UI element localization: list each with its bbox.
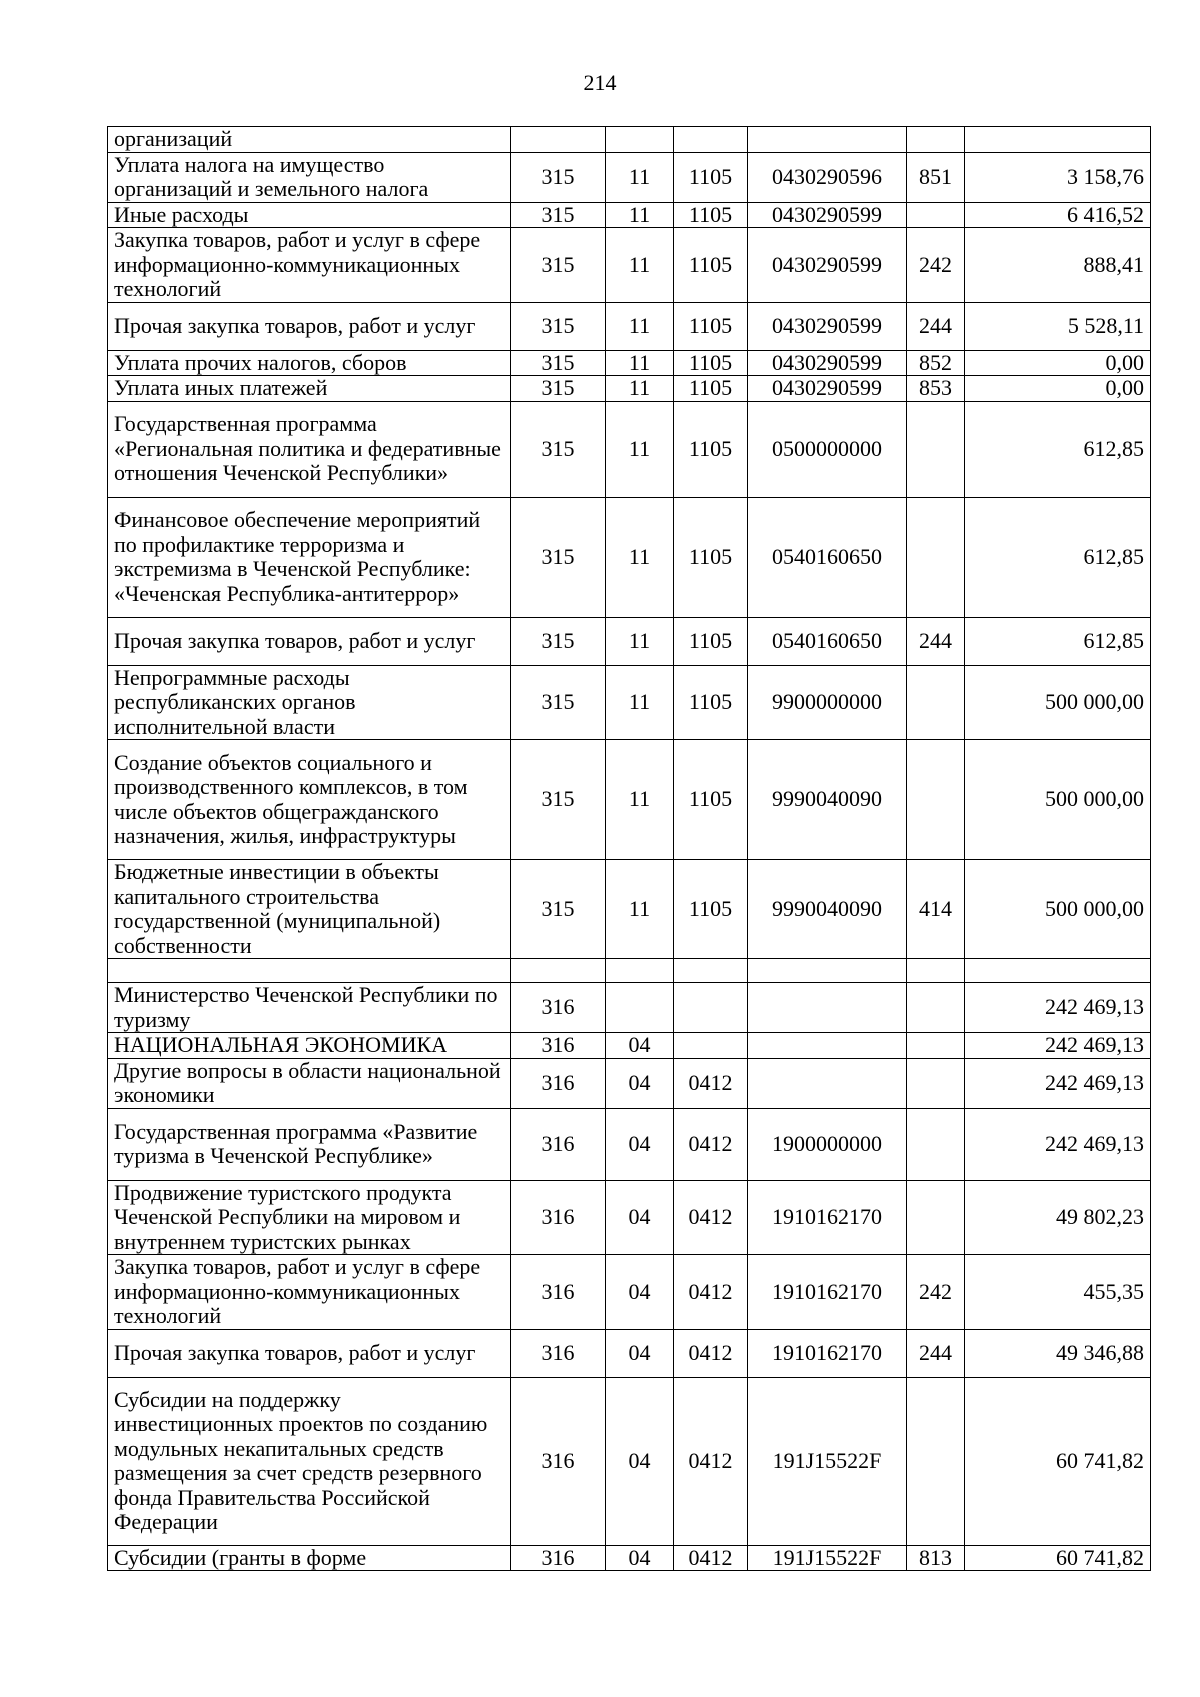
- cell-summa: 500 000,00: [965, 860, 1151, 959]
- cell-name: Создание объектов социального и производственного комплексов, в том числе объектов общегражданского назначения, жилья, инфраструктуры: [108, 740, 511, 860]
- cell-vid-rashodov: [907, 1058, 965, 1108]
- cell-name: Прочая закупка товаров, работ и услуг: [108, 617, 511, 665]
- cell-summa: 60 741,82: [965, 1545, 1151, 1571]
- cell-summa: 500 000,00: [965, 665, 1151, 740]
- cell-summa: 242 469,13: [965, 1108, 1151, 1180]
- cell-celevaya-statya: [748, 127, 907, 153]
- cell-summa: 60 741,82: [965, 1377, 1151, 1545]
- table-row: [108, 983, 1151, 1033]
- cell-razdel: 04: [606, 1255, 674, 1330]
- cell-razdel: 04: [606, 1180, 674, 1255]
- cell-vedomstvo: 315: [511, 350, 606, 376]
- cell-razdel: 11: [606, 617, 674, 665]
- cell-celevaya-statya: 0430290599: [748, 302, 907, 350]
- cell-celevaya-statya: 0540160650: [748, 617, 907, 665]
- cell-vedomstvo: 316: [511, 1108, 606, 1180]
- cell-summa: 3 158,76: [965, 152, 1151, 202]
- cell-vedomstvo: 316: [511, 1329, 606, 1377]
- cell-celevaya-statya: 0540160650: [748, 497, 907, 617]
- cell-razdel: 04: [606, 1377, 674, 1545]
- table-row: [108, 302, 1151, 350]
- cell-razdel: 11: [606, 376, 674, 402]
- cell-celevaya-statya: 1910162170: [748, 1180, 907, 1255]
- cell-vedomstvo: 315: [511, 617, 606, 665]
- cell-razdel: [606, 127, 674, 153]
- cell-summa: 49 346,88: [965, 1329, 1151, 1377]
- cell-razdel: 11: [606, 665, 674, 740]
- cell-vid-rashodov: 242: [907, 228, 965, 303]
- cell-podrazdel: 0412: [674, 1108, 748, 1180]
- cell-name: организаций: [108, 127, 511, 153]
- table-row: [108, 740, 1151, 860]
- table-row: [108, 1377, 1151, 1545]
- cell-name: Продвижение туристского продукта Чеченской Республики на мировом и внутреннем туристских рынках: [108, 1180, 511, 1255]
- cell-razdel: 04: [606, 1033, 674, 1059]
- cell-vedomstvo: [511, 127, 606, 153]
- cell-vedomstvo: 316: [511, 1545, 606, 1571]
- cell-podrazdel: 1105: [674, 740, 748, 860]
- cell-vid-rashodov: [907, 983, 965, 1033]
- cell-name: Прочая закупка товаров, работ и услуг: [108, 1329, 511, 1377]
- cell-vid-rashodov: 851: [907, 152, 965, 202]
- cell-celevaya-statya: 9900000000: [748, 665, 907, 740]
- cell-summa: 242 469,13: [965, 1058, 1151, 1108]
- cell-name: Уплата налога на имущество организаций и земельного налога: [108, 152, 511, 202]
- cell-vid-rashodov: [907, 202, 965, 228]
- table-row: [108, 497, 1151, 617]
- cell-vid-rashodov: 244: [907, 617, 965, 665]
- cell-celevaya-statya: 1910162170: [748, 1329, 907, 1377]
- cell-podrazdel: 1105: [674, 228, 748, 303]
- table-row: [108, 1545, 1151, 1571]
- cell-podrazdel: [674, 127, 748, 153]
- cell-razdel: 11: [606, 202, 674, 228]
- cell-summa: 500 000,00: [965, 740, 1151, 860]
- cell-vid-rashodov: 244: [907, 1329, 965, 1377]
- cell-summa: 49 802,23: [965, 1180, 1151, 1255]
- cell-vedomstvo: 315: [511, 228, 606, 303]
- cell-vedomstvo: 315: [511, 152, 606, 202]
- cell-summa: 612,85: [965, 617, 1151, 665]
- table-row: [108, 1108, 1151, 1180]
- cell-summa: 5 528,11: [965, 302, 1151, 350]
- cell-celevaya-statya: 0500000000: [748, 401, 907, 497]
- cell-summa: 0,00: [965, 350, 1151, 376]
- table-row: [108, 1058, 1151, 1108]
- table-row: [108, 152, 1151, 202]
- cell-vedomstvo: [511, 959, 606, 983]
- cell-vid-rashodov: [907, 665, 965, 740]
- table-row: [108, 665, 1151, 740]
- table-row: [108, 228, 1151, 303]
- cell-celevaya-statya: 9990040090: [748, 740, 907, 860]
- cell-name: [108, 959, 511, 983]
- cell-podrazdel: 0412: [674, 1255, 748, 1330]
- table-row: [108, 1180, 1151, 1255]
- cell-name: Другие вопросы в области национальной экономики: [108, 1058, 511, 1108]
- cell-podrazdel: 1105: [674, 401, 748, 497]
- cell-vedomstvo: 315: [511, 376, 606, 402]
- cell-summa: 0,00: [965, 376, 1151, 402]
- cell-razdel: 04: [606, 1329, 674, 1377]
- cell-celevaya-statya: 1900000000: [748, 1108, 907, 1180]
- cell-podrazdel: 1105: [674, 497, 748, 617]
- cell-celevaya-statya: 0430290599: [748, 228, 907, 303]
- table-row: [108, 127, 1151, 153]
- cell-celevaya-statya: [748, 1033, 907, 1059]
- cell-podrazdel: [674, 959, 748, 983]
- cell-vid-rashodov: 813: [907, 1545, 965, 1571]
- cell-vedomstvo: 316: [511, 983, 606, 1033]
- cell-celevaya-statya: 0430290596: [748, 152, 907, 202]
- cell-vid-rashodov: [907, 740, 965, 860]
- table-row: [108, 350, 1151, 376]
- cell-name: Субсидии (гранты в форме: [108, 1545, 511, 1571]
- cell-summa: 242 469,13: [965, 983, 1151, 1033]
- budget-table: [107, 126, 1151, 1571]
- cell-name: Бюджетные инвестиции в объекты капитального строительства государственной (муниципальной) собственности: [108, 860, 511, 959]
- cell-razdel: [606, 959, 674, 983]
- cell-name: Иные расходы: [108, 202, 511, 228]
- cell-podrazdel: 1105: [674, 202, 748, 228]
- cell-celevaya-statya: 0430290599: [748, 350, 907, 376]
- cell-summa: 612,85: [965, 497, 1151, 617]
- cell-vedomstvo: 315: [511, 665, 606, 740]
- table-row: [108, 202, 1151, 228]
- table-row: [108, 959, 1151, 983]
- cell-name: Уплата иных платежей: [108, 376, 511, 402]
- cell-podrazdel: 0412: [674, 1180, 748, 1255]
- cell-name: Государственная программа «Развитие туризма в Чеченской Республике»: [108, 1108, 511, 1180]
- cell-celevaya-statya: 9990040090: [748, 860, 907, 959]
- cell-vid-rashodov: [907, 959, 965, 983]
- cell-celevaya-statya: [748, 959, 907, 983]
- table-row: [108, 1033, 1151, 1059]
- cell-vid-rashodov: [907, 1033, 965, 1059]
- cell-podrazdel: 0412: [674, 1377, 748, 1545]
- cell-celevaya-statya: 1910162170: [748, 1255, 907, 1330]
- cell-vedomstvo: 315: [511, 302, 606, 350]
- cell-summa: 888,41: [965, 228, 1151, 303]
- table-row: [108, 860, 1151, 959]
- cell-name: Закупка товаров, работ и услуг в сфере информационно-коммуникационных технологий: [108, 1255, 511, 1330]
- cell-summa: 242 469,13: [965, 1033, 1151, 1059]
- cell-podrazdel: 1105: [674, 350, 748, 376]
- table-row: [108, 1329, 1151, 1377]
- cell-vedomstvo: 315: [511, 497, 606, 617]
- cell-summa: [965, 959, 1151, 983]
- cell-vid-rashodov: 414: [907, 860, 965, 959]
- cell-vid-rashodov: 852: [907, 350, 965, 376]
- table-row: [108, 376, 1151, 402]
- cell-name: Прочая закупка товаров, работ и услуг: [108, 302, 511, 350]
- cell-vedomstvo: 316: [511, 1377, 606, 1545]
- cell-name: НАЦИОНАЛЬНАЯ ЭКОНОМИКА: [108, 1033, 511, 1059]
- cell-celevaya-statya: 0430290599: [748, 376, 907, 402]
- cell-razdel: 11: [606, 302, 674, 350]
- cell-podrazdel: 0412: [674, 1545, 748, 1571]
- cell-vid-rashodov: [907, 127, 965, 153]
- cell-summa: [965, 127, 1151, 153]
- cell-name: Закупка товаров, работ и услуг в сфере информационно-коммуникационных технологий: [108, 228, 511, 303]
- cell-summa: 6 416,52: [965, 202, 1151, 228]
- cell-name: Государственная программа «Региональная политика и федеративные отношения Чеченской Республики»: [108, 401, 511, 497]
- cell-celevaya-statya: 0430290599: [748, 202, 907, 228]
- cell-vedomstvo: 315: [511, 860, 606, 959]
- cell-razdel: 11: [606, 740, 674, 860]
- cell-razdel: 11: [606, 350, 674, 376]
- cell-vid-rashodov: [907, 1180, 965, 1255]
- cell-razdel: 11: [606, 228, 674, 303]
- cell-podrazdel: 1105: [674, 302, 748, 350]
- cell-vedomstvo: 316: [511, 1255, 606, 1330]
- cell-name: Субсидии на поддержку инвестиционных проектов по созданию модульных некапитальных средств размещения за счет средств резервного фонда Правительства Российской Федерации: [108, 1377, 511, 1545]
- cell-podrazdel: [674, 983, 748, 1033]
- cell-celevaya-statya: [748, 983, 907, 1033]
- cell-name: Непрограммные расходы республиканских органов исполнительной власти: [108, 665, 511, 740]
- cell-vid-rashodov: [907, 1108, 965, 1180]
- cell-name: Уплата прочих налогов, сборов: [108, 350, 511, 376]
- cell-razdel: [606, 983, 674, 1033]
- cell-celevaya-statya: 191J15522F: [748, 1377, 907, 1545]
- cell-summa: 612,85: [965, 401, 1151, 497]
- cell-podrazdel: 1105: [674, 376, 748, 402]
- page-number: 214: [583, 70, 617, 95]
- cell-vedomstvo: 316: [511, 1058, 606, 1108]
- cell-summa: 455,35: [965, 1255, 1151, 1330]
- cell-vid-rashodov: 244: [907, 302, 965, 350]
- cell-vid-rashodov: 853: [907, 376, 965, 402]
- cell-celevaya-statya: [748, 1058, 907, 1108]
- cell-name: Финансовое обеспечение мероприятий по профилактике терроризма и экстремизма в Чеченской Республике: «Чеченская Республика-антитеррор»: [108, 497, 511, 617]
- cell-vid-rashodov: 242: [907, 1255, 965, 1330]
- cell-vedomstvo: 316: [511, 1033, 606, 1059]
- cell-podrazdel: [674, 1033, 748, 1059]
- cell-vedomstvo: 315: [511, 202, 606, 228]
- cell-vid-rashodov: [907, 497, 965, 617]
- table-row: [108, 1255, 1151, 1330]
- cell-razdel: 11: [606, 401, 674, 497]
- cell-podrazdel: 0412: [674, 1058, 748, 1108]
- cell-razdel: 11: [606, 152, 674, 202]
- cell-vedomstvo: 316: [511, 1180, 606, 1255]
- cell-razdel: 11: [606, 497, 674, 617]
- cell-razdel: 04: [606, 1545, 674, 1571]
- cell-podrazdel: 1105: [674, 860, 748, 959]
- cell-razdel: 04: [606, 1058, 674, 1108]
- cell-vid-rashodov: [907, 401, 965, 497]
- cell-vedomstvo: 315: [511, 740, 606, 860]
- cell-name: Министерство Чеченской Республики по туризму: [108, 983, 511, 1033]
- cell-vid-rashodov: [907, 1377, 965, 1545]
- cell-razdel: 04: [606, 1108, 674, 1180]
- cell-razdel: 11: [606, 860, 674, 959]
- table-row: [108, 617, 1151, 665]
- table-row: [108, 401, 1151, 497]
- cell-podrazdel: 1105: [674, 152, 748, 202]
- cell-celevaya-statya: 191J15522F: [748, 1545, 907, 1571]
- cell-podrazdel: 1105: [674, 665, 748, 740]
- cell-podrazdel: 0412: [674, 1329, 748, 1377]
- cell-podrazdel: 1105: [674, 617, 748, 665]
- cell-vedomstvo: 315: [511, 401, 606, 497]
